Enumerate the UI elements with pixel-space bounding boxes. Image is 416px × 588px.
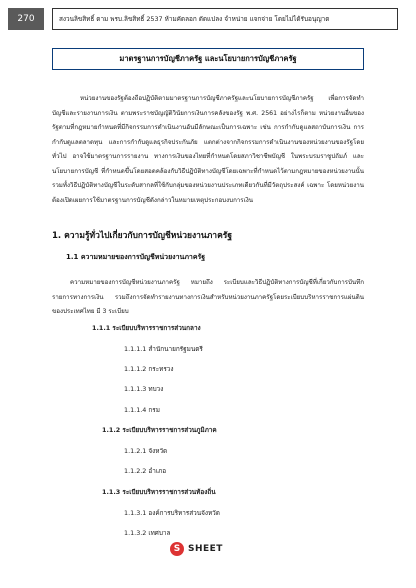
list-item-1-1-2-1: 1.1.2.1 จังหวัด (124, 447, 168, 455)
list-item-1-1-3: 1.1.3 ระเบียบบริหารราชการส่วนท้องถิ่น (102, 488, 216, 496)
list-item-1-1-1-4: 1.1.1.4 กรม (124, 406, 160, 414)
list-item-1-1-1: 1.1.1 ระเบียบบริหารราชการส่วนกลาง (92, 324, 201, 332)
definition-paragraph: ความหมายของการบัญชีหน่วยงานภาครัฐ หมายถึง ระเบียบและวิธีปฏิบัติทางการบัญชีที่เกี่ยวกับการบันทึกรายการทางการเงิน รวมถึงการจัดทำรายงานทางการเงินสำหรับหน่วยงานภาครัฐโดยระเบียบบริหารราชการแผ่นดินของประเทศไทย มี 3 ระเบียบ (52, 279, 364, 315)
logo-text: SHEET (188, 544, 223, 554)
page-number: 270 (8, 8, 44, 30)
list-item-1-1-3-1: 1.1.3.1 องค์การบริหารส่วนจังหวัด (124, 509, 220, 517)
footer-logo (170, 542, 223, 556)
list-item-1-1-1-2: 1.1.1.2 กระทรวง (124, 365, 174, 373)
section-1-1-heading: 1.1 ความหมายของการบัญชีหน่วยงานภาครัฐ (66, 253, 206, 261)
section-1-heading: 1. ความรู้ทั่วไปเกี่ยวกับการบัญชีหน่วยงานภาครัฐ (52, 231, 233, 241)
list-item-1-1-1-3: 1.1.1.3 ทบวง (124, 385, 164, 393)
page-title: มาตรฐานการบัญชีภาครัฐ และนโยบายการบัญชีภาครัฐ (52, 48, 364, 70)
copyright-notice: สงวนลิขสิทธิ์ ตาม พรบ.ลิขสิทธิ์ 2537 ห้ามคัดลอก ดัดแปลง จำหน่าย แจกจ่าย โดยไม่ได้รับอนุญาต (52, 8, 398, 30)
list-item-1-1-2: 1.1.2 ระเบียบบริหารราชการส่วนภูมิภาค (102, 426, 217, 434)
intro-paragraph: หน่วยงานของรัฐต้องถือปฏิบัติตามมาตรฐานการบัญชีภาครัฐและนโยบายการบัญชีภาครัฐ เพื่อการจัดทำ บัญชีและรายงานการเงิน ตามพระราชบัญญัติวินัยการเงินการคลังของรัฐ พ.ศ. 2561 อย่างไรก็ตาม หน่วยงานอื่นของรัฐตามที่กฎหมายกำหนดที่มีกิจกรรมการดำเนินงานอันมีลักษณะเป็นการเฉพาะ เช่น การกำกับดูแลสถาบันการเงิน การกำกับดูแลตลาดทุน และการกำกับดูแลธุรกิจประกันภัย แตกต่างจากกิจกรรมการดำเนินงานของหน่วยงานของรัฐโดยทั่วไป อาจใช้มาตรฐานการรายงาน ทางการเงินของไทยที่กำหนดโดยสภาวิชาชีพบัญชี ในพระบรมราชูปถัมภ์ และนโยบายการบัญชี ที่กำหนดขึ้นโดยสอดคล้องกับวิธีปฏิบัติทางบัญชีโดยเฉพาะที่กำหนดไว้ตามกฎหมายของหน่วยงานนั้น รวมทั้งวิธีปฏิบัติทางบัญชีในระดับสากลที่ใช้กับกลุ่มของหน่วยงานประเภทเดียวกันที่มีวัตถุประสงค์ เฉพาะ โดยหน่วยงานต้องเปิดเผยการใช้มาตรฐานการบัญชีดังกล่าวในหมายเหตุประกอบงบการเงิน (52, 95, 364, 204)
list-item-1-1-2-2: 1.1.2.2 อำเภอ (124, 467, 167, 475)
list-item-1-1-3-2: 1.1.3.2 เทศบาล (124, 529, 171, 537)
sheet-logo-icon: S (170, 542, 184, 556)
list-item-1-1-1-1: 1.1.1.1 สำนักนายกรัฐมนตรี (124, 345, 203, 353)
